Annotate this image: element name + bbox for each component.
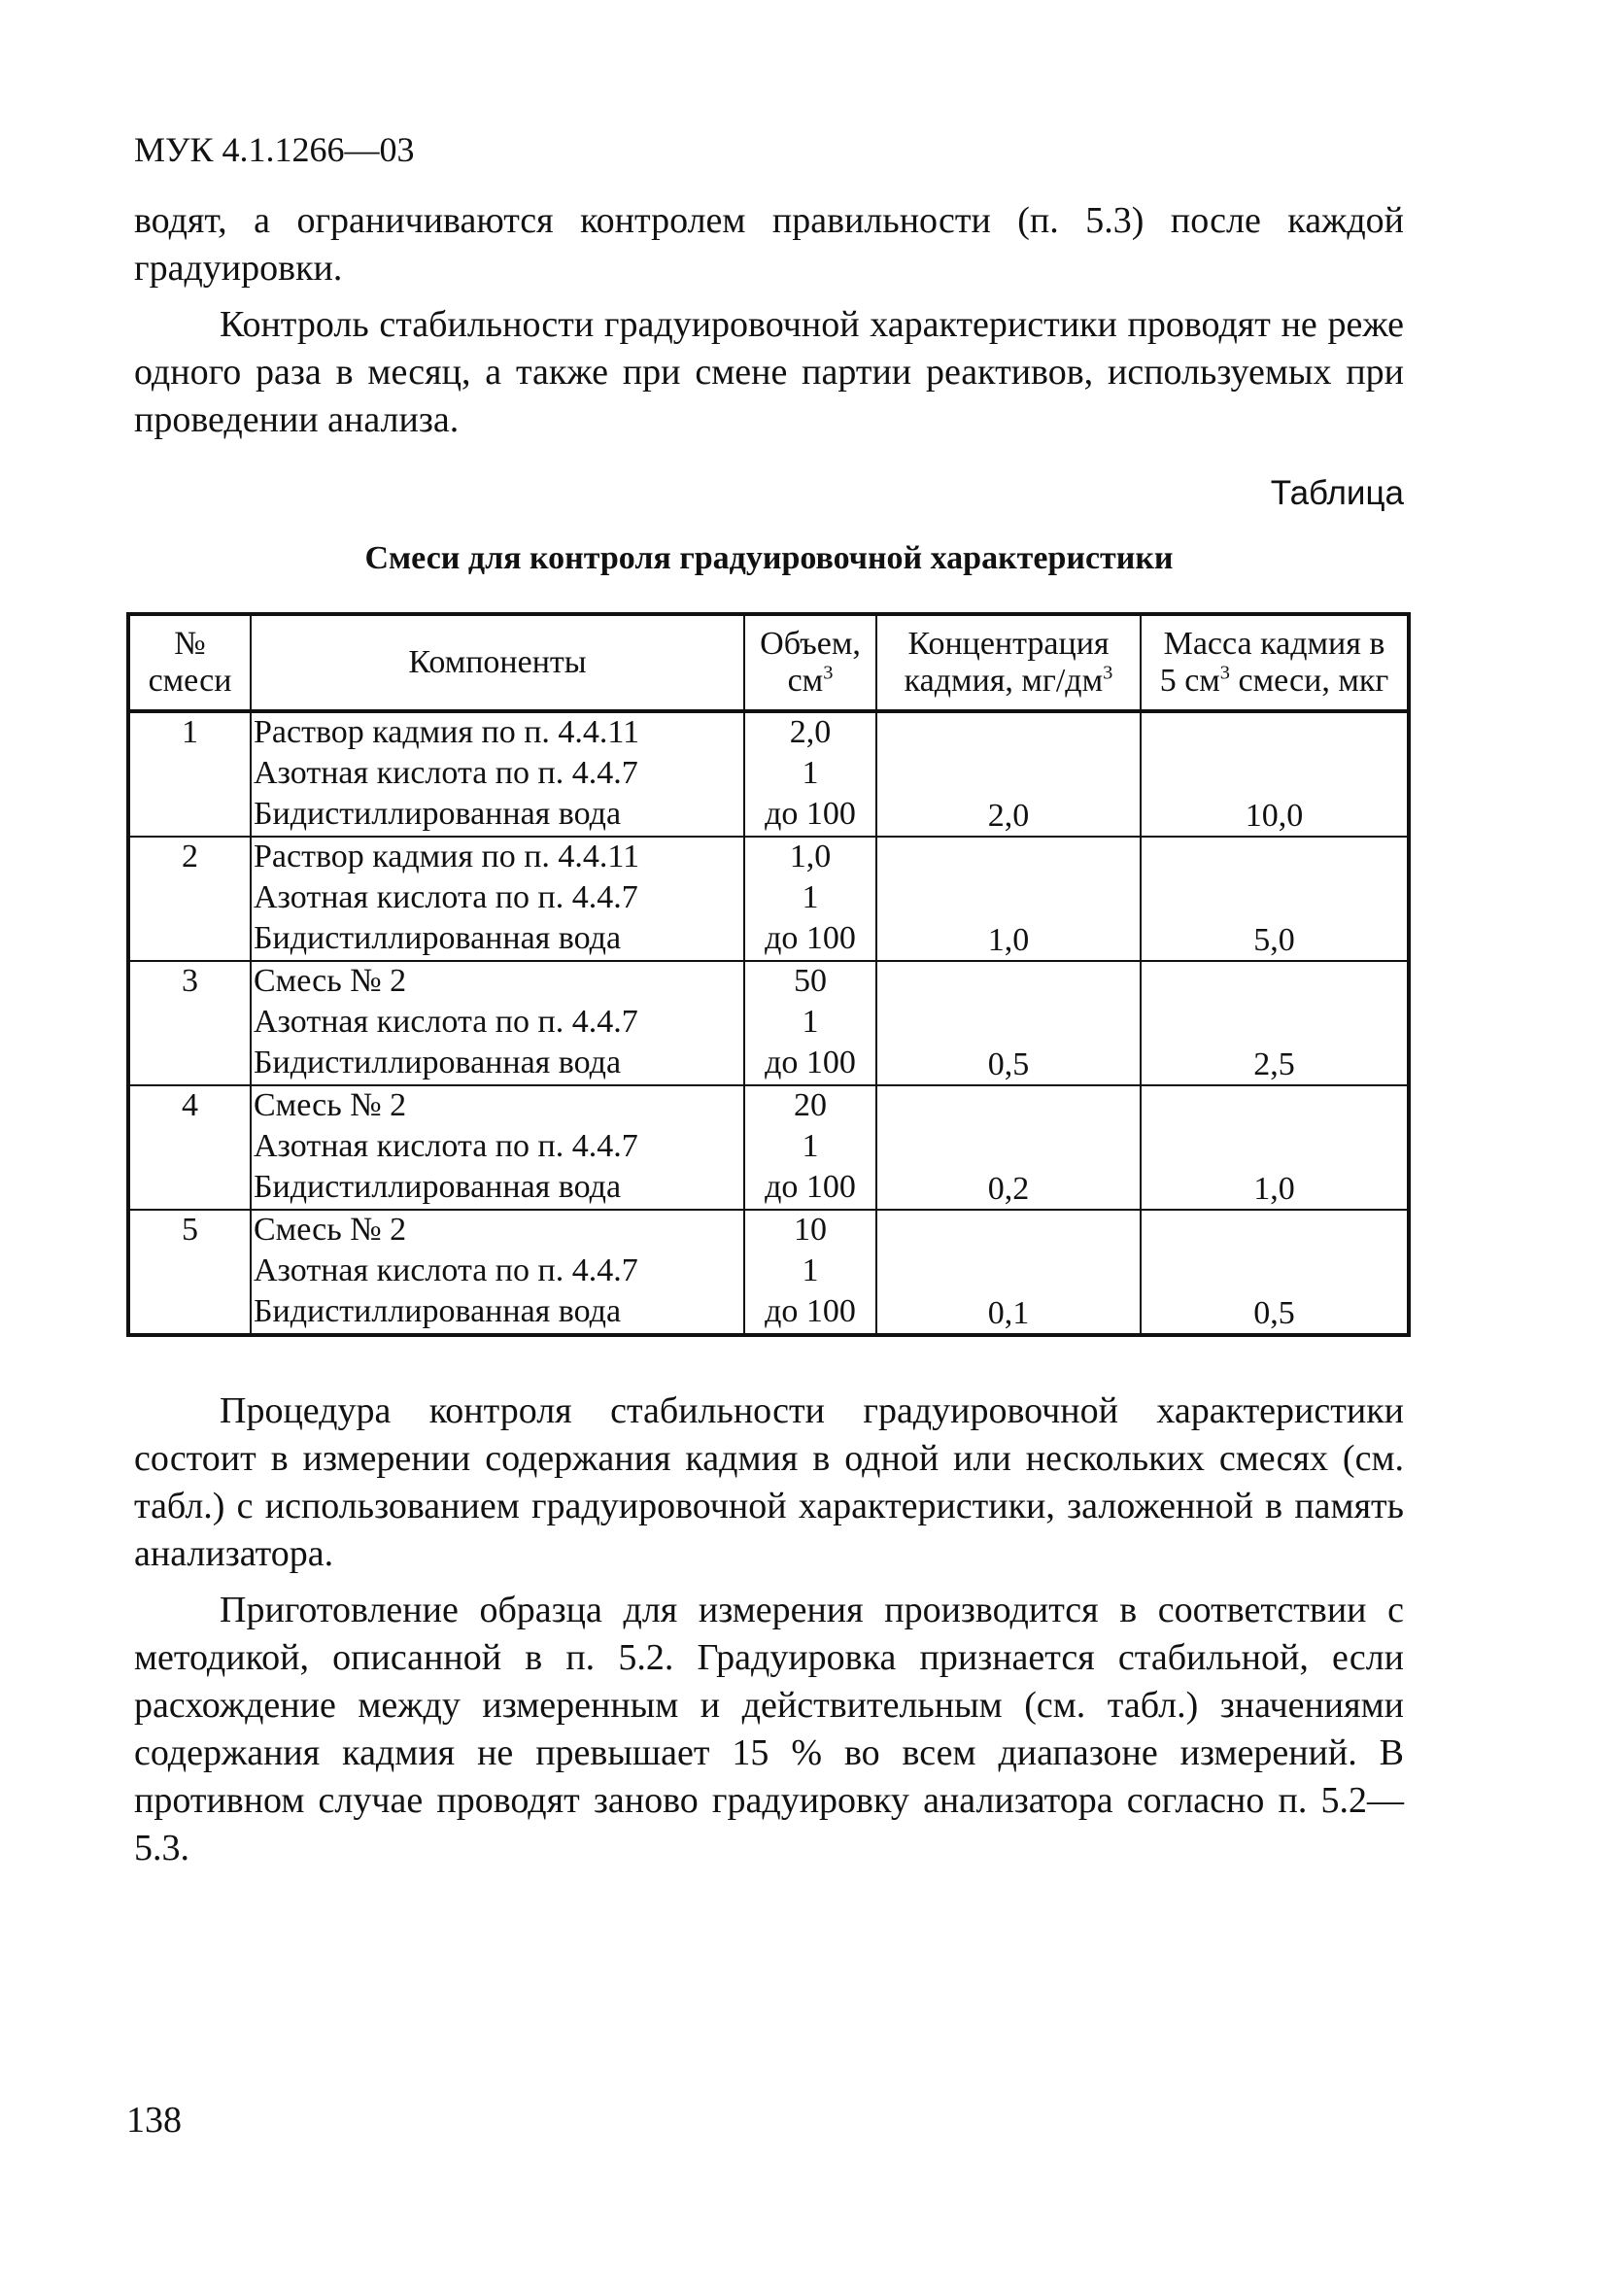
volume-value: 1 (802, 1128, 819, 1164)
volume-cell (744, 837, 876, 961)
volume-value: 1 (802, 879, 819, 915)
components-cell (251, 837, 744, 961)
volume-value: до 100 (765, 1045, 856, 1080)
volume-cell (744, 961, 876, 1085)
volume-cell (744, 1210, 876, 1335)
header-mass-suffix: смеси, мкг (1230, 663, 1389, 699)
body-paragraph: Процедура контроля стабильности градуировочной характеристики состоит в измерении содержания кадмия в одной или нескольких смесях (см. табл.) с использованием градуировочной характеристики, заложенной в память анализатора. (134, 1390, 1404, 1574)
component-name: Смесь № 2 (254, 963, 407, 999)
header-mass-line1: Масса кадмия в (1163, 626, 1385, 662)
header-volume-line1: Объем, (760, 626, 861, 662)
volume-value: 2,0 (789, 714, 832, 750)
component-name: Смесь № 2 (254, 1212, 407, 1248)
component-name: Бидистиллированная вода (254, 920, 622, 956)
body-paragraph: водят, а ограничиваются контролем правильности (п. 5.3) после каждой градуировки. (134, 200, 1404, 289)
mass-value: 0,5 (1141, 1210, 1409, 1335)
header-mass (1141, 614, 1409, 711)
header-volume (744, 614, 876, 711)
concentration-value: 0,2 (876, 1085, 1141, 1210)
volume-value: 1 (802, 1252, 819, 1288)
header-concentration-unit: кадмия, мг/дм (904, 663, 1104, 699)
mixture-number: 1 (128, 711, 251, 837)
volume-cell (744, 1085, 876, 1210)
table-body (128, 711, 1409, 1335)
component-name: Бидистиллированная вода (254, 796, 622, 832)
volume-value: 1 (802, 755, 819, 791)
table-label: Таблица (1270, 474, 1404, 512)
table-row (128, 1085, 1409, 1210)
table-row (128, 961, 1409, 1085)
table-header-row (128, 614, 1409, 711)
header-concentration (876, 614, 1141, 711)
header-concentration-line1: Концентрация (907, 626, 1110, 662)
volume-value: 50 (794, 963, 827, 999)
running-head: МУК 4.1.1266—03 (134, 130, 415, 169)
volume-value: до 100 (765, 1293, 856, 1329)
component-name: Раствор кадмия по п. 4.4.11 (254, 714, 640, 750)
mixture-number: 4 (128, 1085, 251, 1210)
component-name: Бидистиллированная вода (254, 1293, 622, 1329)
volume-cell (744, 711, 876, 837)
mass-value: 5,0 (1141, 837, 1409, 961)
concentration-value: 1,0 (876, 837, 1141, 961)
component-name: Бидистиллированная вода (254, 1045, 622, 1080)
concentration-value: 0,5 (876, 961, 1141, 1085)
component-name: Азотная кислота по п. 4.4.7 (254, 1128, 638, 1164)
components-cell (251, 961, 744, 1085)
table-row (128, 837, 1409, 961)
volume-value: 20 (794, 1087, 827, 1123)
component-name: Азотная кислота по п. 4.4.7 (254, 1252, 638, 1288)
component-name: Азотная кислота по п. 4.4.7 (254, 755, 638, 791)
header-volume-unit: см (787, 663, 824, 699)
bottom-text-block (134, 1388, 1404, 1872)
component-name: Смесь № 2 (254, 1087, 407, 1123)
mixtures-table (126, 612, 1411, 1337)
header-components: Компоненты (251, 614, 744, 711)
header-volume-exp: 3 (823, 662, 834, 684)
volume-value: 1 (802, 1004, 819, 1040)
header-mixture-number (128, 614, 251, 711)
header-mass-unit: 5 см (1159, 663, 1220, 699)
header-concentration-exp: 3 (1103, 662, 1113, 684)
mass-value: 10,0 (1141, 711, 1409, 837)
body-paragraph: Контроль стабильности градуировочной характеристики проводят не реже одного раза в месяц, а также при смене партии реактивов, используемых при проведении анализа. (134, 304, 1404, 440)
component-name: Азотная кислота по п. 4.4.7 (254, 879, 638, 915)
volume-value: до 100 (765, 920, 856, 956)
concentration-value: 0,1 (876, 1210, 1141, 1335)
volume-value: 1,0 (789, 839, 832, 874)
page-number: 138 (126, 2100, 182, 2141)
table-row (128, 711, 1409, 837)
volume-value: 10 (794, 1212, 827, 1248)
component-name: Раствор кадмия по п. 4.4.11 (254, 839, 640, 874)
header-num-line2: смеси (148, 663, 232, 699)
body-paragraph: Приготовление образца для измерения производится в соответствии с методикой, описанной в п. 5.2. Градуировка признается стабильной, если расхождение между измеренным и действительным (см. табл.) значениями содержания кадмия не превышает 15 % во всем диапазоне измерений. В противном случае проводят заново градуировку анализатора согласно п. 5.2—5.3. (134, 1590, 1404, 1868)
component-name: Бидистиллированная вода (254, 1169, 622, 1205)
mixture-number: 3 (128, 961, 251, 1085)
mixture-number: 2 (128, 837, 251, 961)
component-name: Азотная кислота по п. 4.4.7 (254, 1004, 638, 1040)
mass-value: 2,5 (1141, 961, 1409, 1085)
header-num-line1: № (174, 626, 206, 662)
volume-value: до 100 (765, 796, 856, 832)
components-cell (251, 711, 744, 837)
mass-value: 1,0 (1141, 1085, 1409, 1210)
top-text-block (134, 197, 1404, 444)
components-cell (251, 1085, 744, 1210)
table-row (128, 1210, 1409, 1335)
header-mass-exp: 3 (1219, 662, 1230, 684)
concentration-value: 2,0 (876, 711, 1141, 837)
table-title: Смеси для контроля градуировочной характеристики (364, 540, 1174, 576)
volume-value: до 100 (765, 1169, 856, 1205)
mixture-number: 5 (128, 1210, 251, 1335)
components-cell (251, 1210, 744, 1335)
